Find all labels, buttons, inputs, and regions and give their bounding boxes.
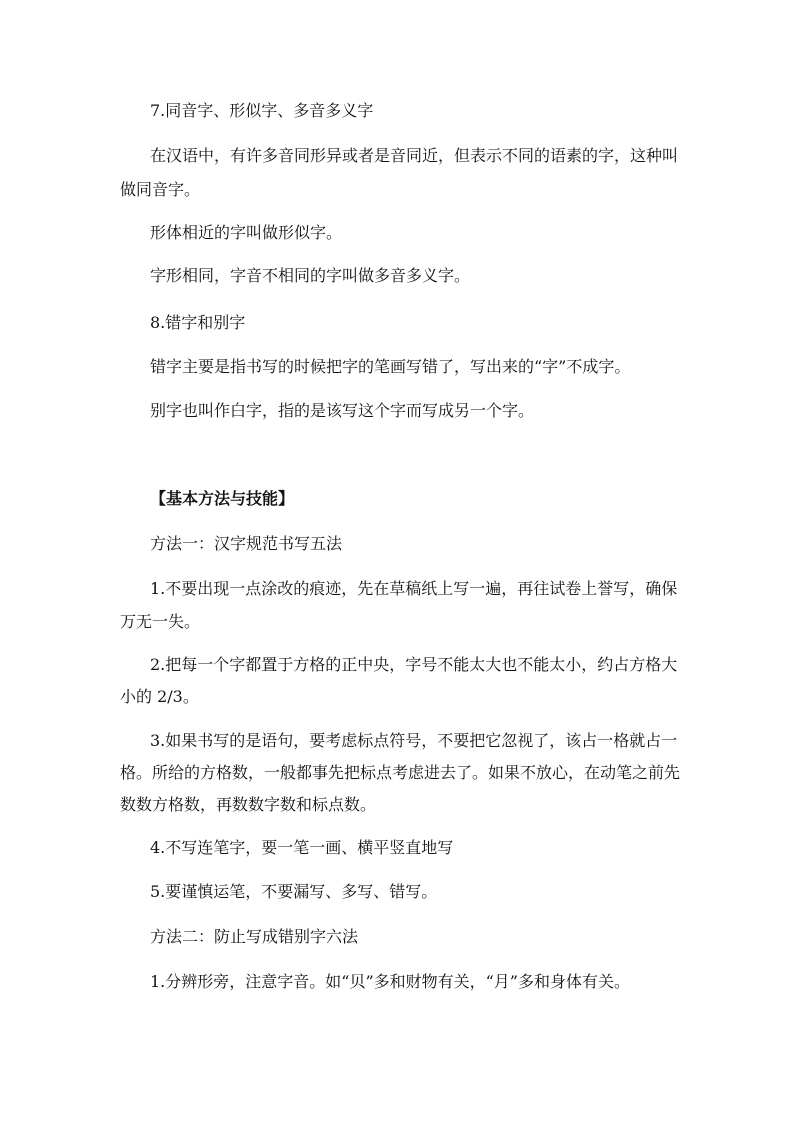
section-7-paragraph-1-line-2: 做同音字。 bbox=[120, 180, 201, 199]
method-2-heading: 方法二：防止写成错别字六法 bbox=[150, 927, 359, 946]
section-7-paragraph-3: 字形相同，字音不相同的字叫做多音多义字。 bbox=[150, 266, 471, 285]
section-8-heading: 8.错字和别字 bbox=[150, 313, 246, 332]
method-1-item-1-line-2: 万无一失。 bbox=[120, 612, 201, 631]
method-1-item-1-line-1: 1.不要出现一点涂改的痕迹，先在草稿纸上写一遍，再往试卷上誉写，确保 bbox=[150, 579, 678, 598]
method-1-heading: 方法一：汉字规范书写五法 bbox=[150, 534, 343, 553]
methods-section-title: 【基本方法与技能】 bbox=[150, 489, 295, 508]
method-1-item-2-line-1: 2.把每一个字都置于方格的正中央，字号不能太大也不能太小，约占方格大 bbox=[150, 655, 678, 674]
method-1-item-5: 5.要谨慎运笔，不要漏写、多写、错写。 bbox=[150, 882, 438, 901]
method-1-item-4: 4.不写连笔字，要一笔一画、横平竖直地写 bbox=[150, 838, 454, 857]
section-7-paragraph-1-line-1: 在汉语中，有许多音同形异或者是音同近，但表示不同的语素的字，这种叫 bbox=[150, 146, 679, 165]
method-1-item-3-line-2: 格。所给的方格数，一般都事先把标点考虑进去了。如果不放心，在动笔之前先 bbox=[120, 763, 681, 782]
method-1-item-2-line-2: 小的 2/3。 bbox=[120, 687, 199, 706]
method-1-item-3-line-3: 数数方格数，再数数字数和标点数。 bbox=[120, 795, 377, 814]
section-7-paragraph-2: 形体相近的字叫做形似字。 bbox=[150, 223, 343, 242]
section-8-paragraph-2: 别字也叫作白字，指的是该写这个字而写成另一个字。 bbox=[150, 401, 535, 420]
section-7-heading: 7.同音字、形似字、多音多义字 bbox=[150, 101, 374, 120]
section-8-paragraph-1: 错字主要是指书写的时候把字的笔画写错了，写出来的“字”不成字。 bbox=[150, 357, 631, 376]
method-1-item-3-line-1: 3.如果书写的是语句，要考虑标点符号，不要把它忽视了，该占一格就占一 bbox=[150, 731, 678, 750]
method-2-item-1: 1.分辨形旁，注意字音。如“贝”多和财物有关，“月”多和身体有关。 bbox=[150, 972, 630, 991]
